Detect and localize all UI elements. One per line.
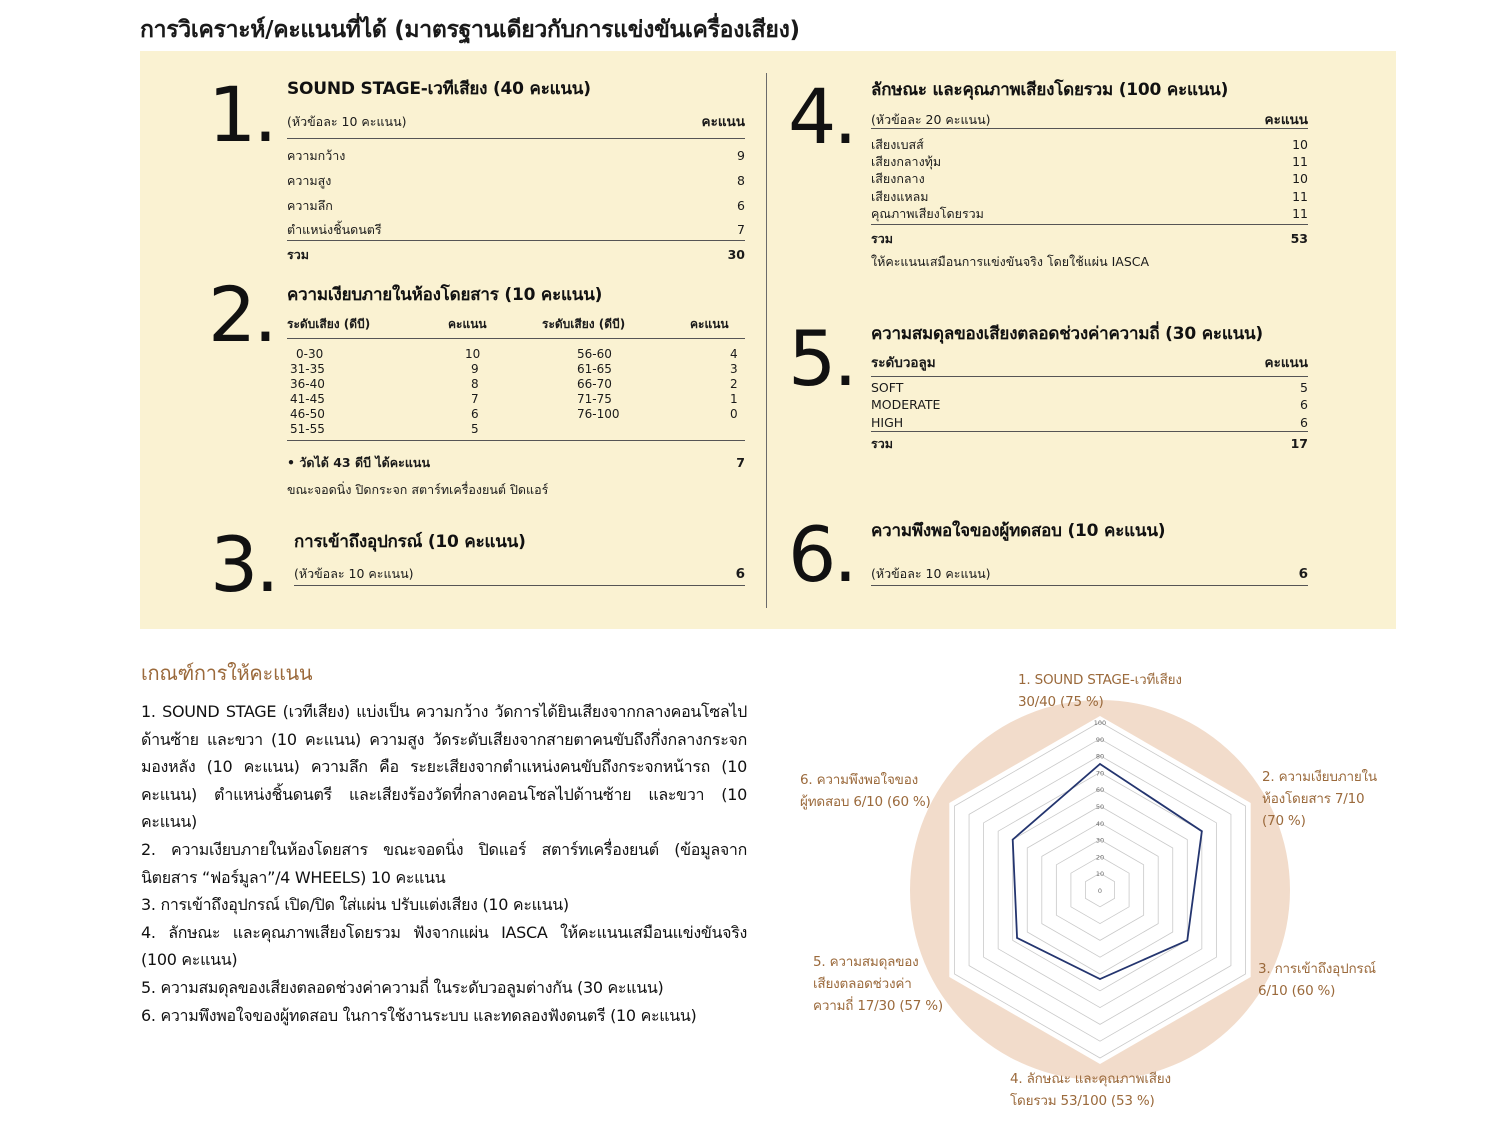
section-1-row xyxy=(287,146,745,166)
radar-label-line: 5. ความสมดุลของ xyxy=(813,954,919,970)
row-value: 10 xyxy=(1292,171,1308,186)
section-4-row xyxy=(871,204,1308,224)
section-3-title: การเข้าถึงอุปกรณ์ (10 คะแนน) xyxy=(294,532,526,552)
section-3-row xyxy=(294,564,745,584)
radar-label-line: 6/10 (60 %) xyxy=(1258,983,1336,999)
row-value: 9 xyxy=(737,148,745,163)
radar-data-point xyxy=(1012,839,1014,841)
total-label: รวม xyxy=(871,231,893,246)
radar-label-line: 1. SOUND STAGE-เวทีเสียง xyxy=(1018,672,1182,688)
criteria-list xyxy=(141,698,747,1029)
column-divider xyxy=(766,73,767,608)
radar-label-line: 4. ลักษณะ และคุณภาพเสียง xyxy=(1010,1071,1171,1087)
section-5-level-header: ระดับวอลูม xyxy=(871,355,936,371)
section-2-number: 2. xyxy=(208,270,275,359)
row-label: MODERATE xyxy=(871,397,941,412)
measured-label: • วัดได้ 43 ดีบี ได้คะแนน xyxy=(287,455,431,470)
total-label: รวม xyxy=(871,436,893,451)
section-2-score-header: คะแนน xyxy=(690,317,729,331)
criteria-item: 2. ความเงียบภายในห้องโดยสาร ขณะจอดนิ่ง ปิดแอร์ สตาร์ทเครื่องยนต์ (ข้อมูลจากนิตยสาร “ฟอร์มูลา”/4 WHEELS) 10 คะแนน xyxy=(141,839,747,887)
section-5-number: 5. xyxy=(788,314,855,403)
radar-tick-label: 50 xyxy=(1095,803,1105,811)
radar-label-line: โดยรวม 53/100 (53 %) xyxy=(1010,1093,1155,1109)
total-value: 30 xyxy=(727,247,745,262)
row-label: ความลึก xyxy=(287,198,333,213)
divider xyxy=(871,585,1308,586)
radar-axis-label-2 xyxy=(1262,766,1377,832)
section-1-total-row xyxy=(287,245,745,265)
section-1-row xyxy=(287,171,745,191)
page-title: การวิเคราะห์/คะแนนที่ได้ (มาตรฐานเดียวกับการแข่งขันเครื่องเสียง) xyxy=(140,17,800,43)
row-label: ตำแหน่งชิ้นดนตรี xyxy=(287,222,382,237)
radar-tick-label: 40 xyxy=(1095,819,1105,828)
db-level: 0-30 xyxy=(296,347,324,361)
divider xyxy=(871,376,1308,377)
radar-label-line: ห้องโดยสาร 7/10 xyxy=(1262,791,1365,807)
criteria-item: 1. SOUND STAGE (เวทีเสียง) แบ่งเป็น ความกว้าง วัดการได้ยินเสียงจากกลางคอนโซลไปด้านซ้าย และขวา (10 คะแนน) ความสูง วัดระดับเสียงจากสายตาคนขับถึงกึ่งกลางกระจกมองหลัง (10 คะแนน) ความลึก คือ ระยะเสียงจากตำแหน่งคนขับถึงกระจกหน้ารถ (10 คะแนน) ตำแหน่งชิ้นดนตรี และเสียงร้องวัดที่กลางคอนโซลไปด้านซ้าย และขวา (10 คะแนน) xyxy=(141,702,747,832)
db-score: 6 xyxy=(471,407,479,421)
radar-label-line: (70 %) xyxy=(1262,813,1306,829)
divider xyxy=(871,431,1308,432)
criteria-item: 4. ลักษณะ และคุณภาพเสียงโดยรวม ฟังจากแผ่น IASCA ให้คะแนนเสมือนแข่งขันจริง (100 คะแนน) xyxy=(141,922,747,970)
section-6-subheader: (หัวข้อละ 10 คะแนน) xyxy=(871,566,991,581)
measured-value: 7 xyxy=(736,455,745,470)
db-score: 8 xyxy=(471,377,479,391)
section-1-subheader: (หัวข้อละ 10 คะแนน) xyxy=(287,114,407,129)
row-label: SOFT xyxy=(871,380,904,395)
radar-chart xyxy=(780,650,1400,1120)
db-level: 76-100 xyxy=(577,407,620,421)
section-6-title: ความพึงพอใจของผู้ทดสอบ (10 คะแนน) xyxy=(871,521,1166,541)
db-score: 4 xyxy=(730,347,738,361)
radar-label-line: เสียงตลอดช่วงค่า xyxy=(813,976,912,992)
radar-label-line: ผู้ทดสอบ 6/10 (60 %) xyxy=(800,794,931,810)
row-value: 11 xyxy=(1292,189,1308,204)
radar-tick-label: 90 xyxy=(1095,735,1105,744)
row-label: เสียงแหลม xyxy=(871,189,929,204)
section-6-value: 6 xyxy=(1298,566,1308,582)
db-level: 51-55 xyxy=(290,422,325,436)
radar-data-point xyxy=(1186,940,1188,942)
score-panel xyxy=(140,51,1396,629)
radar-axis-label-1 xyxy=(1018,669,1182,713)
section-6-row xyxy=(871,564,1308,584)
row-value: 5 xyxy=(1300,380,1308,395)
section-1-number: 1. xyxy=(208,70,275,159)
radar-tick-label: 100 xyxy=(1093,719,1107,727)
radar-label-line: 6. ความพึงพอใจของ xyxy=(800,772,918,788)
radar-data-point xyxy=(1099,978,1101,980)
section-3-number: 3. xyxy=(210,520,277,609)
section-5-row xyxy=(871,415,1308,430)
db-level: 56-60 xyxy=(577,347,612,361)
db-score: 7 xyxy=(471,392,479,406)
section-1-title: SOUND STAGE-เวทีเสียง (40 คะแนน) xyxy=(287,79,591,99)
section-1-row xyxy=(287,220,745,240)
row-value: 10 xyxy=(1292,137,1308,152)
radar-label-line: 2. ความเงียบภายใน xyxy=(1262,769,1377,785)
section-2-level-header: ระดับเสียง (ดีบี) xyxy=(542,317,626,331)
section-4-score-header: คะแนน xyxy=(1264,112,1308,128)
db-level: 31-35 xyxy=(290,362,325,376)
divider xyxy=(287,138,745,139)
criteria-item: 3. การเข้าถึงอุปกรณ์ เปิด/ปิด ใส่แผ่น ปรับแต่งเสียง (10 คะแนน) xyxy=(141,895,569,915)
criteria-item: 6. ความพึงพอใจของผู้ทดสอบ ในการใช้งานระบบ และทดลองฟังดนตรี (10 คะแนน) xyxy=(141,1005,697,1025)
criteria-item: 5. ความสมดุลของเสียงตลอดช่วงค่าความถี่ ในระดับวอลูมต่างกัน (30 คะแนน) xyxy=(141,977,664,997)
radar-axis-label-3 xyxy=(1258,958,1376,1002)
section-5-score-header: คะแนน xyxy=(1264,355,1308,371)
db-level: 41-45 xyxy=(290,392,325,406)
db-level: 46-50 xyxy=(290,407,325,421)
row-value: 6 xyxy=(1300,415,1308,430)
section-2-level-header: ระดับเสียง (ดีบี) xyxy=(287,317,371,331)
db-level: 61-65 xyxy=(577,362,612,376)
section-5-row xyxy=(871,397,1308,412)
section-5-row xyxy=(871,380,1308,395)
row-label: ความสูง xyxy=(287,173,332,188)
section-5-total-row xyxy=(871,434,1308,454)
row-value: 7 xyxy=(737,222,745,237)
section-3-value: 6 xyxy=(735,566,745,582)
row-label: ความกว้าง xyxy=(287,148,346,163)
radar-data-point xyxy=(1016,937,1018,939)
divider xyxy=(871,224,1308,225)
db-score: 10 xyxy=(465,347,481,361)
db-level: 71-75 xyxy=(577,392,612,406)
radar-label-line: ความถี่ 17/30 (57 %) xyxy=(813,998,943,1014)
section-4-total-row xyxy=(871,229,1308,249)
section-4-header-row xyxy=(871,108,1308,130)
section-2-score-header: คะแนน xyxy=(448,317,487,331)
row-label: เสียงกลาง xyxy=(871,171,925,186)
section-1-header-row xyxy=(287,110,745,132)
radar-data-point xyxy=(1099,763,1101,765)
radar-axis-label-6 xyxy=(800,769,931,813)
row-label: เสียงกลางทุ้ม xyxy=(871,154,942,169)
radar-label-line: 3. การเข้าถึงอุปกรณ์ xyxy=(1258,961,1376,977)
section-4-title: ลักษณะ และคุณภาพเสียงโดยรวม (100 คะแนน) xyxy=(871,80,1229,100)
radar-axis-label-4 xyxy=(1010,1068,1171,1112)
row-value: 6 xyxy=(1300,397,1308,412)
radar-tick-label: 30 xyxy=(1095,836,1105,845)
total-label: รวม xyxy=(287,247,309,262)
db-score: 5 xyxy=(471,422,479,436)
section-4-row xyxy=(871,169,1308,189)
divider xyxy=(294,585,745,586)
row-label: คุณภาพเสียงโดยรวม xyxy=(871,206,984,221)
radar-tick-label: 20 xyxy=(1095,853,1105,862)
row-value: 11 xyxy=(1292,206,1308,221)
section-4-note: ให้คะแนนเสมือนการแข่งขันจริง โดยใช้แผ่น IASCA xyxy=(871,254,1150,269)
section-2-title: ความเงียบภายในห้องโดยสาร (10 คะแนน) xyxy=(287,285,603,305)
total-value: 53 xyxy=(1290,231,1308,246)
section-6-number: 6. xyxy=(788,510,855,599)
divider xyxy=(287,338,745,339)
radar-axis-label-5 xyxy=(813,951,943,1017)
section-5-header-row xyxy=(871,351,1308,373)
radar-tick-label: 0 xyxy=(1097,887,1103,895)
divider xyxy=(871,128,1308,129)
total-value: 17 xyxy=(1290,436,1308,451)
section-2-measured-row xyxy=(287,453,745,473)
radar-label-line: 30/40 (75 %) xyxy=(1018,694,1104,710)
radar-data-point xyxy=(1201,830,1203,832)
db-score: 2 xyxy=(730,377,738,391)
radar-tick-label: 70 xyxy=(1095,769,1105,778)
db-score: 0 xyxy=(730,407,738,421)
section-5-title: ความสมดุลของเสียงตลอดช่วงค่าความถี่ (30 คะแนน) xyxy=(871,324,1263,344)
row-value: 6 xyxy=(737,198,745,213)
radar-tick-label: 60 xyxy=(1095,786,1105,795)
section-1-score-header: คะแนน xyxy=(701,114,745,130)
row-label: HIGH xyxy=(871,415,904,430)
radar-tick-label: 80 xyxy=(1095,752,1105,761)
section-4-subheader: (หัวข้อละ 20 คะแนน) xyxy=(871,112,991,127)
row-value: 11 xyxy=(1292,154,1308,169)
db-level: 66-70 xyxy=(577,377,612,391)
divider xyxy=(287,240,745,241)
section-2-note: ขณะจอดนิ่ง ปิดกระจก สตาร์ทเครื่องยนต์ ปิดแอร์ xyxy=(287,482,549,497)
section-3-subheader: (หัวข้อละ 10 คะแนน) xyxy=(294,566,414,581)
section-4-number: 4. xyxy=(788,72,855,161)
db-score: 3 xyxy=(730,362,738,376)
radar-tick-label: 10 xyxy=(1095,870,1105,879)
section-1-row xyxy=(287,196,745,216)
row-label: เสียงเบสส์ xyxy=(871,137,924,152)
db-level: 36-40 xyxy=(290,377,325,391)
db-score: 9 xyxy=(471,362,479,376)
row-value: 8 xyxy=(737,173,745,188)
db-score: 1 xyxy=(730,392,738,406)
criteria-heading: เกณฑ์การให้คะแนน xyxy=(141,661,313,685)
divider xyxy=(287,440,745,441)
